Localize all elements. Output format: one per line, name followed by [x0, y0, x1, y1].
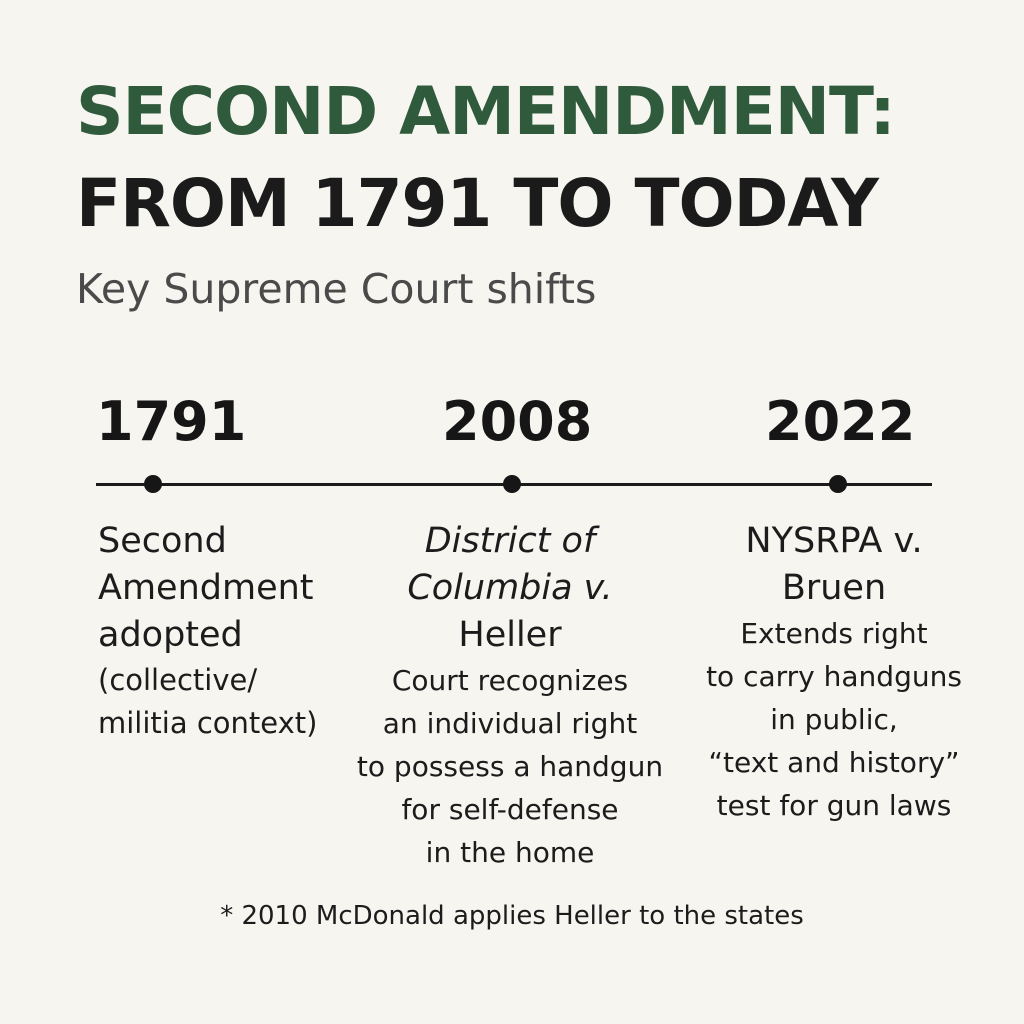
- event-heading-line: Bruen: [781, 568, 887, 608]
- timeline-dot-1791: [144, 475, 162, 493]
- title-line-1: SECOND AMENDMENT:: [76, 73, 895, 150]
- event-body-line: test for gun laws: [716, 789, 952, 822]
- event-heading-line: Amendment: [98, 568, 314, 608]
- event-body-line: Court recognizes: [391, 664, 629, 697]
- event-body-line: to possess a handgun: [356, 750, 664, 783]
- year-1791: 1791: [96, 390, 247, 453]
- event-body-line: to carry handguns: [706, 660, 962, 693]
- event-body-line: (collective/: [98, 663, 258, 697]
- event-heading-line: District of: [424, 521, 596, 561]
- event-heading-line: Second: [98, 521, 227, 561]
- event-body-line: in the home: [425, 836, 595, 869]
- event-body-line: for self-defense: [401, 793, 619, 826]
- event-body-line: militia context): [98, 706, 318, 740]
- title-line-2: FROM 1791 TO TODAY: [76, 165, 878, 242]
- subtitle: Key Supreme Court shifts: [76, 265, 597, 313]
- footnote: * 2010 McDonald applies Heller to the states: [220, 901, 804, 931]
- event-body-line: in public,: [770, 703, 898, 736]
- timeline-dot-2008: [503, 475, 521, 493]
- event-body-line: “text and history”: [708, 746, 960, 779]
- event-heading-line: adopted: [98, 615, 243, 655]
- event-1791: [98, 518, 348, 745]
- timeline-dot-2022: [829, 475, 847, 493]
- event-2022: [676, 518, 992, 827]
- event-2008: [338, 518, 682, 874]
- event-heading-line: NYSRPA v.: [745, 521, 923, 561]
- event-body-line: an individual right: [382, 707, 638, 740]
- year-2008: 2008: [442, 390, 593, 453]
- year-2022: 2022: [765, 390, 916, 453]
- event-heading-line: Columbia v.: [407, 568, 613, 608]
- event-heading-line: Heller: [458, 615, 562, 655]
- event-body-line: Extends right: [740, 617, 928, 650]
